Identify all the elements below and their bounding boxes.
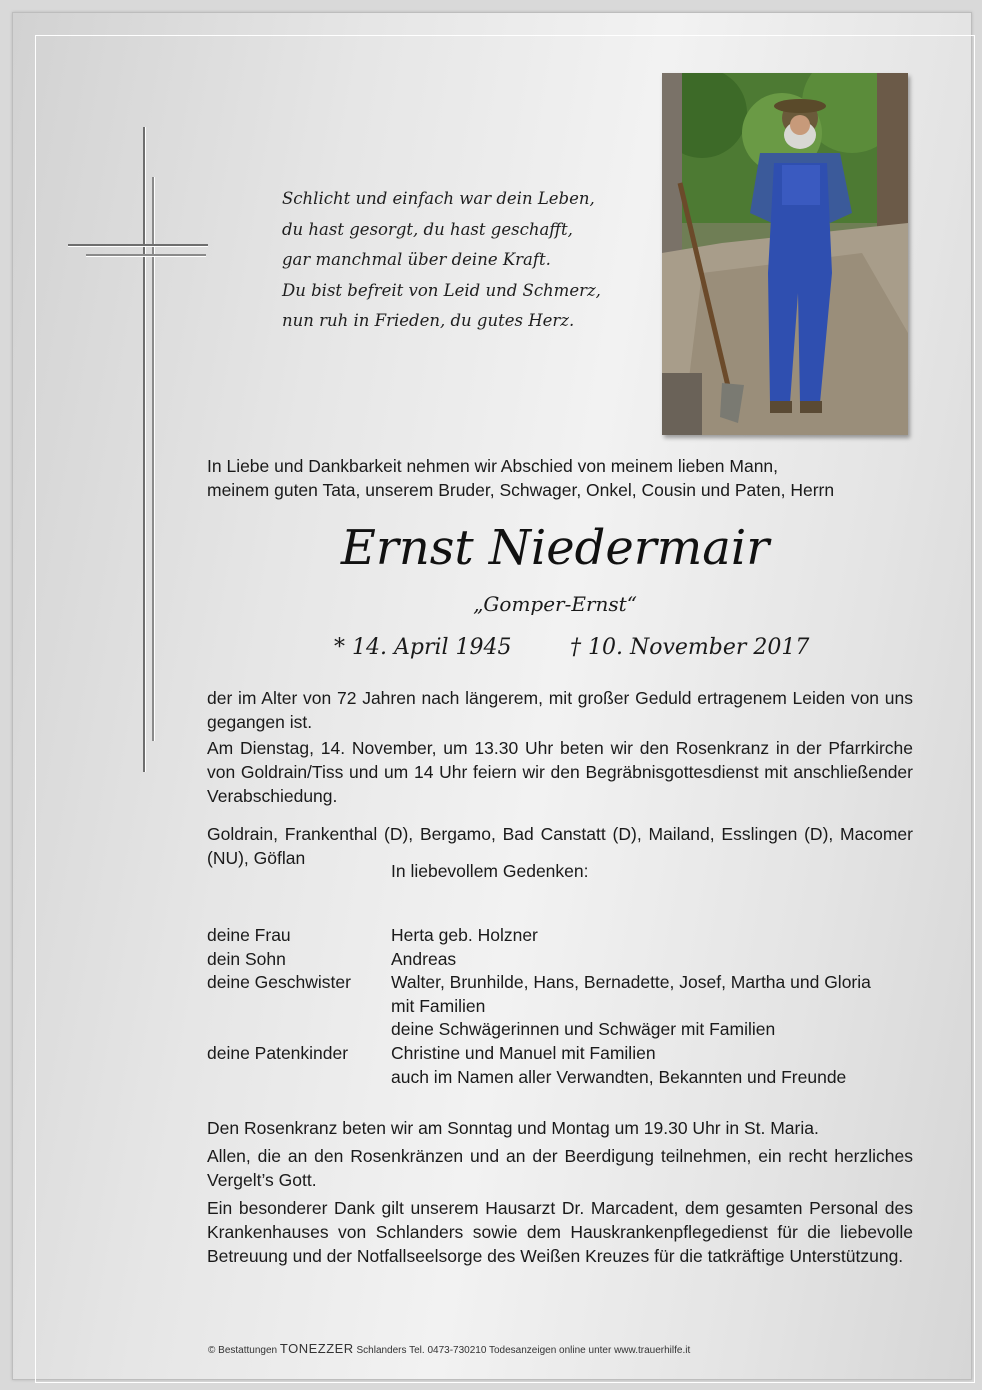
mourner-name: Herta geb. Holzner: [391, 925, 538, 945]
mourner-name: auch im Namen aller Verwandten, Bekannten und Freunde: [391, 1066, 847, 1087]
mourner-name: mit Familien: [391, 995, 486, 1016]
deceased-name: Ernst Niedermair: [340, 520, 770, 576]
footer-brand: TONEZZER: [279, 1341, 354, 1356]
cross-icon-shadow-bar: [86, 254, 206, 256]
footer-rest: Schlanders Tel. 0473-730210 Todesanzeigen online unter www.trauerhilfe.it: [356, 1345, 691, 1356]
poem: [282, 184, 612, 337]
poem-line: du hast gesorgt, du hast geschafft,: [282, 219, 573, 239]
cross-icon: [143, 127, 145, 772]
birth-date: * 14. April 1945: [334, 635, 512, 660]
poem-line: Du bist befreit von Leid und Schmerz,: [282, 280, 601, 300]
rosary-paragraph: Den Rosenkranz beten wir am Sonntag und Montag um 19.30 Uhr in St. Maria.: [207, 1118, 819, 1138]
mourners-list: [207, 924, 927, 1089]
mourner-names: [391, 1042, 927, 1089]
poem-line: nun ruh in Frieden, du gutes Herz.: [282, 311, 575, 330]
mourner-names: [391, 948, 927, 972]
mourner-name: Christine und Manuel mit Familien: [391, 1042, 656, 1063]
mourner-row: [207, 924, 927, 948]
mourner-name: Walter, Brunhilde, Hans, Bernadette, Josef, Martha und Gloria: [391, 972, 871, 993]
mourner-row: [207, 971, 927, 1042]
intro-line: In Liebe und Dankbarkeit nehmen wir Abschied von meinem lieben Mann,: [207, 456, 779, 476]
mourner-row: [207, 948, 927, 972]
places-paragraph: Goldrain, Frankenthal (D), Bergamo, Bad Canstatt (D), Mailand, Esslingen (D), Macomer (NU), Göflan: [207, 824, 913, 868]
gedenken-heading: In liebevollem Gedenken:: [391, 861, 589, 881]
thanks-special-paragraph: Ein besonderer Dank gilt unserem Hausarzt Dr. Marcadent, dem gesamten Personal des Krankenhauses von Schlanders sowie dem Hauskrankenpflegedienst für die liebevolle Betreuung und der Notfallseelsorge des Weißen Kreuzes für die tatkräftige Unterstützung.: [207, 1198, 913, 1266]
cross-icon-bar: [68, 244, 208, 246]
age-paragraph: der im Alter von 72 Jahren nach längerem, mit großer Geduld ertragenem Leiden von uns gegangen ist.: [207, 688, 913, 732]
mourner-names: [391, 971, 927, 1042]
mourner-names: [391, 924, 927, 948]
poem-line: gar manchmal über deine Kraft.: [282, 250, 551, 269]
deceased-nickname: „Gomper-Ernst“: [473, 592, 637, 616]
intro-line: meinem guten Tata, unserem Bruder, Schwager, Onkel, Cousin und Paten, Herrn: [207, 480, 835, 500]
portrait-photo: [662, 73, 908, 435]
intro-text: [207, 454, 917, 502]
death-date: † 10. November 2017: [570, 635, 810, 660]
mourner-row: [207, 1042, 927, 1089]
mourner-name: Andreas: [391, 948, 457, 969]
poem-line: Schlicht und einfach war dein Leben,: [282, 189, 595, 208]
footer-prefix: © Bestattungen: [208, 1345, 278, 1356]
mourner-label: deine Geschwister: [207, 972, 351, 993]
mourner-name: deine Schwägerinnen und Schwäger mit Familien: [391, 1019, 776, 1040]
funeral-paragraph: Am Dienstag, 14. November, um 13.30 Uhr beten wir den Rosenkranz in der Pfarrkirche von Goldrain/Tiss und um 14 Uhr feiern wir den Begräbnisgottesdienst mit anschließender Verabschiedung.: [207, 738, 913, 806]
mourner-label: deine Patenkinder: [207, 1042, 349, 1063]
footer: [208, 1342, 690, 1358]
cross-icon-shadow-vertical: [152, 177, 154, 741]
mourner-label: deine Frau: [207, 925, 291, 945]
thanks-all-paragraph: Allen, die an den Rosenkränzen und an der Beerdigung teilnehmen, ein recht herzliches Vergelt’s Gott.: [207, 1146, 913, 1190]
mourner-label: dein Sohn: [207, 948, 286, 969]
